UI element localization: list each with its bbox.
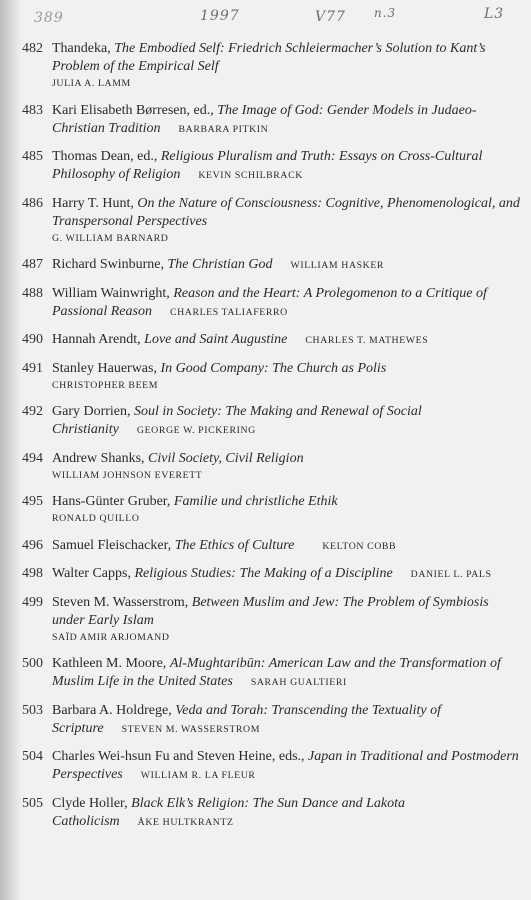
reviewer-name: BARBARA PITKIN [178, 123, 269, 135]
list-item [22, 40, 522, 92]
book-title: Soul in Society: The Making and Renewal of Social Christianity [52, 404, 422, 437]
page-number: 482 [22, 41, 43, 56]
page-number: 490 [22, 332, 43, 347]
binding-shadow [0, 0, 22, 900]
list-item [22, 102, 522, 139]
page-number: 496 [22, 537, 43, 553]
list-item [22, 331, 522, 350]
book-review-list [22, 40, 522, 841]
page-number: 504 [22, 749, 43, 764]
book-title: Veda and Torah: Transcending the Textuality of Scripture [52, 702, 441, 736]
book-author: Samuel Fleischacker, [52, 537, 175, 553]
page-number: 483 [22, 102, 43, 118]
handwritten-number: n.3 [374, 6, 397, 20]
book-author: Hans-Günter Gruber, [52, 494, 174, 509]
list-item [22, 285, 522, 322]
page-number: 487 [22, 257, 43, 272]
book-author: Hannah Arendt, [52, 332, 145, 347]
list-item [22, 655, 522, 692]
book-author: Walter Capps, [52, 566, 135, 581]
book-title: The Embodied Self: Friedrich Schleiermacher’s Solution to Kant’s Problem of the Empirical Self [52, 41, 486, 74]
page-number: 495 [22, 494, 43, 509]
page-number: 499 [22, 594, 43, 610]
list-item [22, 195, 522, 247]
book-title: Familie und christliche Ethik [173, 494, 338, 509]
reviewer-name: DANIEL L. PALS [410, 569, 492, 580]
page-number: 500 [22, 656, 43, 671]
handwritten-shelf-mark: L3 [484, 6, 505, 22]
book-author: Harry T. Hunt, [52, 195, 138, 211]
book-author: Charles Wei-hsun Fu and Steven Heine, eds., [52, 749, 309, 764]
list-item [22, 403, 522, 440]
book-author: Richard Swinburne, [52, 257, 168, 272]
reviewer-name: WILLIAM HASKER [290, 260, 385, 271]
book-title: Religious Pluralism and Truth: Essays on Cross-Cultural Philosophy of Religion [52, 149, 483, 182]
reviewer-name: KEVIN SCHILBRACK [198, 170, 303, 181]
list-item [22, 795, 522, 832]
reviewer-name: RONALD QUILLO [52, 513, 140, 524]
book-title: The Image of God: Gender Models in Judaeo-Christian Tradition [52, 102, 477, 136]
book-title: Civil Society, Civil Religion [148, 450, 304, 466]
book-author: Kari Elisabeth Børresen, ed., [52, 102, 218, 118]
reviewer-name: SAÏD AMIR ARJOMAND [52, 631, 170, 643]
reviewer-name: G. WILLIAM BARNARD [52, 232, 169, 244]
list-item [22, 256, 522, 275]
page-number: 485 [22, 149, 43, 164]
page-number: 505 [22, 795, 43, 811]
list-item [22, 748, 522, 785]
handwritten-year: 1997 [200, 8, 240, 24]
book-title: On the Nature of Consciousness: Cognitive, Phenomenological, and Transpersonal Perspectives [52, 195, 520, 229]
page-number: 494 [22, 450, 43, 466]
reviewer-name: WILLIAM R. LA FLEUR [140, 770, 256, 781]
page-number: 492 [22, 404, 43, 419]
book-title: In Good Company: The Church as Polis [160, 360, 387, 376]
handwritten-annotations [0, 4, 531, 32]
page-number: 486 [22, 195, 43, 211]
book-author: Stanley Hauerwas, [52, 360, 161, 376]
book-author: Thandeka, [52, 41, 115, 56]
book-author: Thomas Dean, ed., [52, 149, 161, 164]
handwritten-note: 389 [34, 10, 64, 26]
reviewer-name: CHARLES T. MATHEWES [305, 335, 429, 346]
list-item [22, 565, 522, 584]
reviewer-name: STEVEN M. WASSERSTROM [121, 723, 261, 735]
book-author: Steven M. Wasserstrom, [52, 594, 192, 610]
list-item [22, 594, 522, 646]
book-author: Barbara A. Holdrege, [52, 702, 176, 718]
book-title: Black Elk’s Religion: The Sun Dance and Lakota Catholicism [52, 795, 406, 829]
reviewer-name: KELTON COBB [322, 540, 397, 552]
reviewer-name: SARAH GUALTIERI [250, 677, 347, 688]
reviewer-name: JULIA A. LAMM [52, 78, 131, 89]
book-title: Religious Studies: The Making of a Discipline [134, 566, 393, 581]
reviewer-name: ÅKE HULTKRANTZ [137, 816, 234, 828]
book-author: William Wainwright, [52, 285, 174, 301]
page-number: 488 [22, 285, 43, 301]
reviewer-name: CHARLES TALIAFERRO [169, 306, 288, 318]
book-author: Andrew Shanks, [52, 450, 149, 466]
reviewer-name: WILLIAM JOHNSON EVERETT [52, 469, 203, 481]
book-title: Al-Mughtaribūn: American Law and the Transformation of Muslim Life in the United States [52, 656, 501, 689]
page-number: 503 [22, 702, 43, 718]
list-item [22, 148, 522, 185]
book-title: The Christian God [167, 257, 273, 272]
list-item [22, 450, 522, 484]
book-title: The Ethics of Culture [174, 537, 295, 553]
book-author: Kathleen M. Moore, [52, 656, 170, 671]
book-title: Reason and the Heart: A Prolegomenon to a Critique of Passional Reason [52, 285, 487, 319]
book-author: Gary Dorrien, [52, 404, 135, 419]
list-item [22, 702, 522, 739]
reviewer-name: GEORGE W. PICKERING [136, 425, 256, 436]
handwritten-volume: V77 [315, 9, 346, 25]
book-title: Love and Saint Augustine [144, 332, 288, 347]
book-title: Between Muslim and Jew: The Problem of Symbiosis under Early Islam [52, 594, 489, 628]
book-author: Clyde Holler, [52, 795, 132, 811]
page-number: 491 [22, 360, 43, 376]
reviewer-name: CHRISTOPHER BEEM [52, 379, 159, 391]
list-item [22, 537, 522, 556]
list-item [22, 360, 522, 394]
list-item [22, 493, 522, 527]
page-number: 498 [22, 566, 43, 581]
book-title: Japan in Traditional and Postmodern Perspectives [52, 749, 519, 782]
